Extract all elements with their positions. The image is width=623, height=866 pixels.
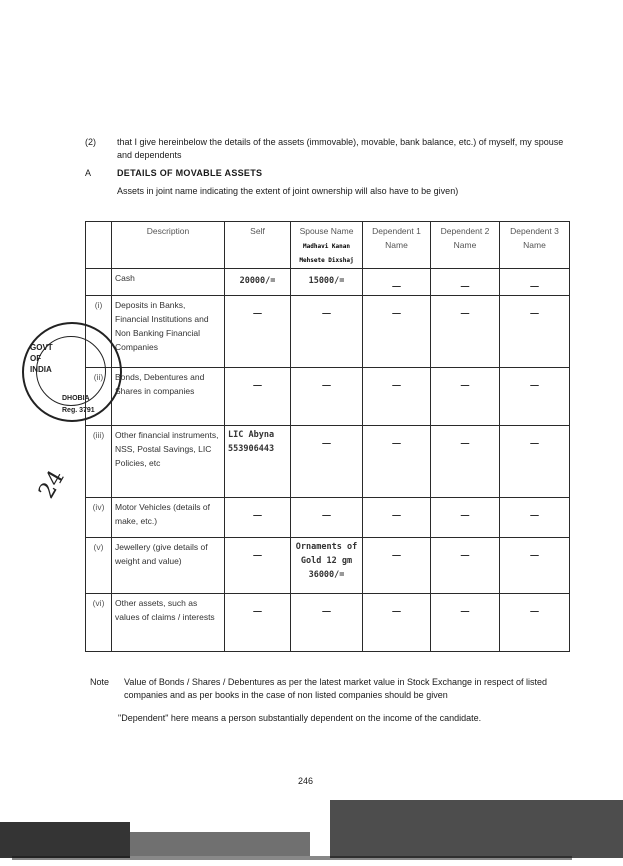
- cell-dep3: [500, 498, 570, 538]
- cell-spouse: [291, 498, 363, 538]
- dash-mark: —: [322, 308, 331, 318]
- cell-dep2: [431, 426, 500, 498]
- row-number: (i): [86, 296, 112, 368]
- cell-self: [225, 368, 291, 426]
- cell-self: 20000/=: [225, 269, 291, 296]
- cell-dep3: [500, 538, 570, 594]
- scan-noise-bottom: [12, 856, 572, 860]
- seal-text: GOVT OF INDIA: [30, 343, 53, 374]
- section-subtitle: Assets in joint name indicating the extent of joint ownership will also have to be given): [117, 186, 459, 196]
- cell-spouse: [291, 594, 363, 652]
- note-text: Value of Bonds / Shares / Debentures as per the latest market value in Stock Exchange in respect of listed companies and as per books in the case of non listed companies should be given: [124, 677, 548, 700]
- dash-mark: —: [392, 606, 401, 616]
- section-title: DETAILS OF MOVABLE ASSETS: [117, 168, 263, 178]
- cell-spouse: 15000/=: [291, 269, 363, 296]
- table-row: [86, 426, 570, 498]
- cell-dep1: [363, 498, 431, 538]
- dash-mark: —: [392, 380, 401, 390]
- dash-mark: —: [530, 510, 539, 520]
- cell-dep2: [431, 269, 500, 296]
- cell-spouse: [291, 296, 363, 368]
- table-row: [86, 498, 570, 538]
- row-description: Deposits in Banks, Financial Institutions and Non Banking Financial Companies: [112, 296, 225, 368]
- dash-mark: —: [530, 308, 539, 318]
- table-row: [86, 269, 570, 296]
- dash-mark: —: [392, 510, 401, 520]
- cell-dep3: [500, 269, 570, 296]
- dash-mark: —: [530, 606, 539, 616]
- dash-mark: —: [253, 380, 262, 390]
- cell-dep2: [431, 538, 500, 594]
- header-number: [86, 222, 112, 269]
- row-number: (vi): [86, 594, 112, 652]
- cell-dep2: [431, 594, 500, 652]
- dash-mark: —: [253, 550, 262, 560]
- cell-dep1: [363, 296, 431, 368]
- dash-mark: —: [392, 281, 401, 291]
- cell-dep1: [363, 594, 431, 652]
- cell-self: [225, 594, 291, 652]
- header-description: Description: [112, 222, 225, 269]
- section-letter: A: [85, 168, 92, 178]
- cell-spouse: [291, 368, 363, 426]
- header-dependent-3: Dependent 3 Name: [500, 222, 570, 269]
- dash-mark: —: [253, 308, 262, 318]
- dash-mark: —: [392, 308, 401, 318]
- cell-dep1: [363, 426, 431, 498]
- table-row: [86, 594, 570, 652]
- dash-mark: —: [392, 550, 401, 560]
- dash-mark: —: [322, 380, 331, 390]
- cell-dep1: [363, 368, 431, 426]
- footnote: "Dependent" here means a person substantially dependent on the income of the candidate.: [118, 713, 482, 723]
- dash-mark: —: [322, 510, 331, 520]
- row-description: Other assets, such as values of claims / interests: [112, 594, 225, 652]
- dash-mark: —: [530, 380, 539, 390]
- cell-dep2: [431, 296, 500, 368]
- dash-mark: —: [253, 510, 262, 520]
- table-header-row: [86, 222, 570, 269]
- cell-dep3: [500, 594, 570, 652]
- row-description: Other financial instruments, NSS, Postal Savings, LIC Policies, etc: [112, 426, 225, 498]
- declaration-number: (2): [85, 137, 96, 147]
- cell-dep1: [363, 538, 431, 594]
- cell-self: [225, 296, 291, 368]
- cell-dep3: [500, 296, 570, 368]
- cell-dep2: [431, 368, 500, 426]
- dash-mark: —: [460, 606, 470, 616]
- dash-mark: —: [460, 380, 470, 390]
- row-number: (v): [86, 538, 112, 594]
- movable-assets-table: [85, 221, 570, 652]
- scan-noise-right: [330, 800, 623, 858]
- header-dependent-2: Dependent 2 Name: [431, 222, 500, 269]
- seal-reg-number: Reg. 3791: [62, 407, 95, 414]
- cell-dep3: [500, 426, 570, 498]
- cell-self: [225, 498, 291, 538]
- dash-mark: —: [530, 281, 539, 291]
- handwritten-signature: 24: [34, 466, 70, 503]
- header-dependent-1: Dependent 1 Name: [363, 222, 431, 269]
- cell-spouse: Ornaments of Gold 12 gm 36000/=: [291, 538, 363, 594]
- cell-dep3: [500, 368, 570, 426]
- cell-dep1: [363, 269, 431, 296]
- dash-mark: —: [460, 308, 470, 318]
- note-label: Note: [90, 677, 110, 687]
- dash-mark: —: [322, 438, 331, 448]
- row-number: (iv): [86, 498, 112, 538]
- dash-mark: —: [530, 438, 539, 448]
- dash-mark: —: [392, 438, 401, 448]
- cell-self: [225, 538, 291, 594]
- scan-noise-center: [130, 832, 310, 856]
- row-number: [86, 269, 112, 296]
- cell-self: LIC Abyna 553906443: [225, 426, 291, 498]
- dash-mark: —: [460, 281, 470, 291]
- scan-noise-left: [0, 822, 130, 858]
- header-spouse: [291, 222, 363, 269]
- dash-mark: —: [530, 550, 539, 560]
- table-row: [86, 538, 570, 594]
- dash-mark: —: [460, 550, 470, 560]
- row-number: (ii): [86, 368, 112, 426]
- row-description: Cash: [112, 269, 225, 296]
- page-number: 246: [298, 776, 314, 786]
- dash-mark: —: [460, 438, 470, 448]
- table-row: [86, 368, 570, 426]
- cell-dep2: [431, 498, 500, 538]
- header-spouse-label: Spouse Name: [299, 226, 354, 236]
- spouse-name-handwritten: Madhavi Kanan Mehsete Dixshaj: [299, 243, 354, 264]
- row-number: (iii): [86, 426, 112, 498]
- declaration-text: that I give hereinbelow the details of the assets (immovable), movable, bank balance, etc.) of myself, my spouse and dependents: [117, 137, 564, 160]
- seal-reg: DHOBIA: [62, 395, 90, 402]
- table-row: [86, 296, 570, 368]
- cell-spouse: [291, 426, 363, 498]
- dash-mark: —: [460, 510, 470, 520]
- dash-mark: —: [322, 606, 331, 616]
- dash-mark: —: [253, 606, 262, 616]
- row-description: Jewellery (give details of weight and value): [112, 538, 225, 594]
- row-description: Motor Vehicles (details of make, etc.): [112, 498, 225, 538]
- row-description: Bonds, Debentures and Shares in companies: [112, 368, 225, 426]
- header-self: Self: [225, 222, 291, 269]
